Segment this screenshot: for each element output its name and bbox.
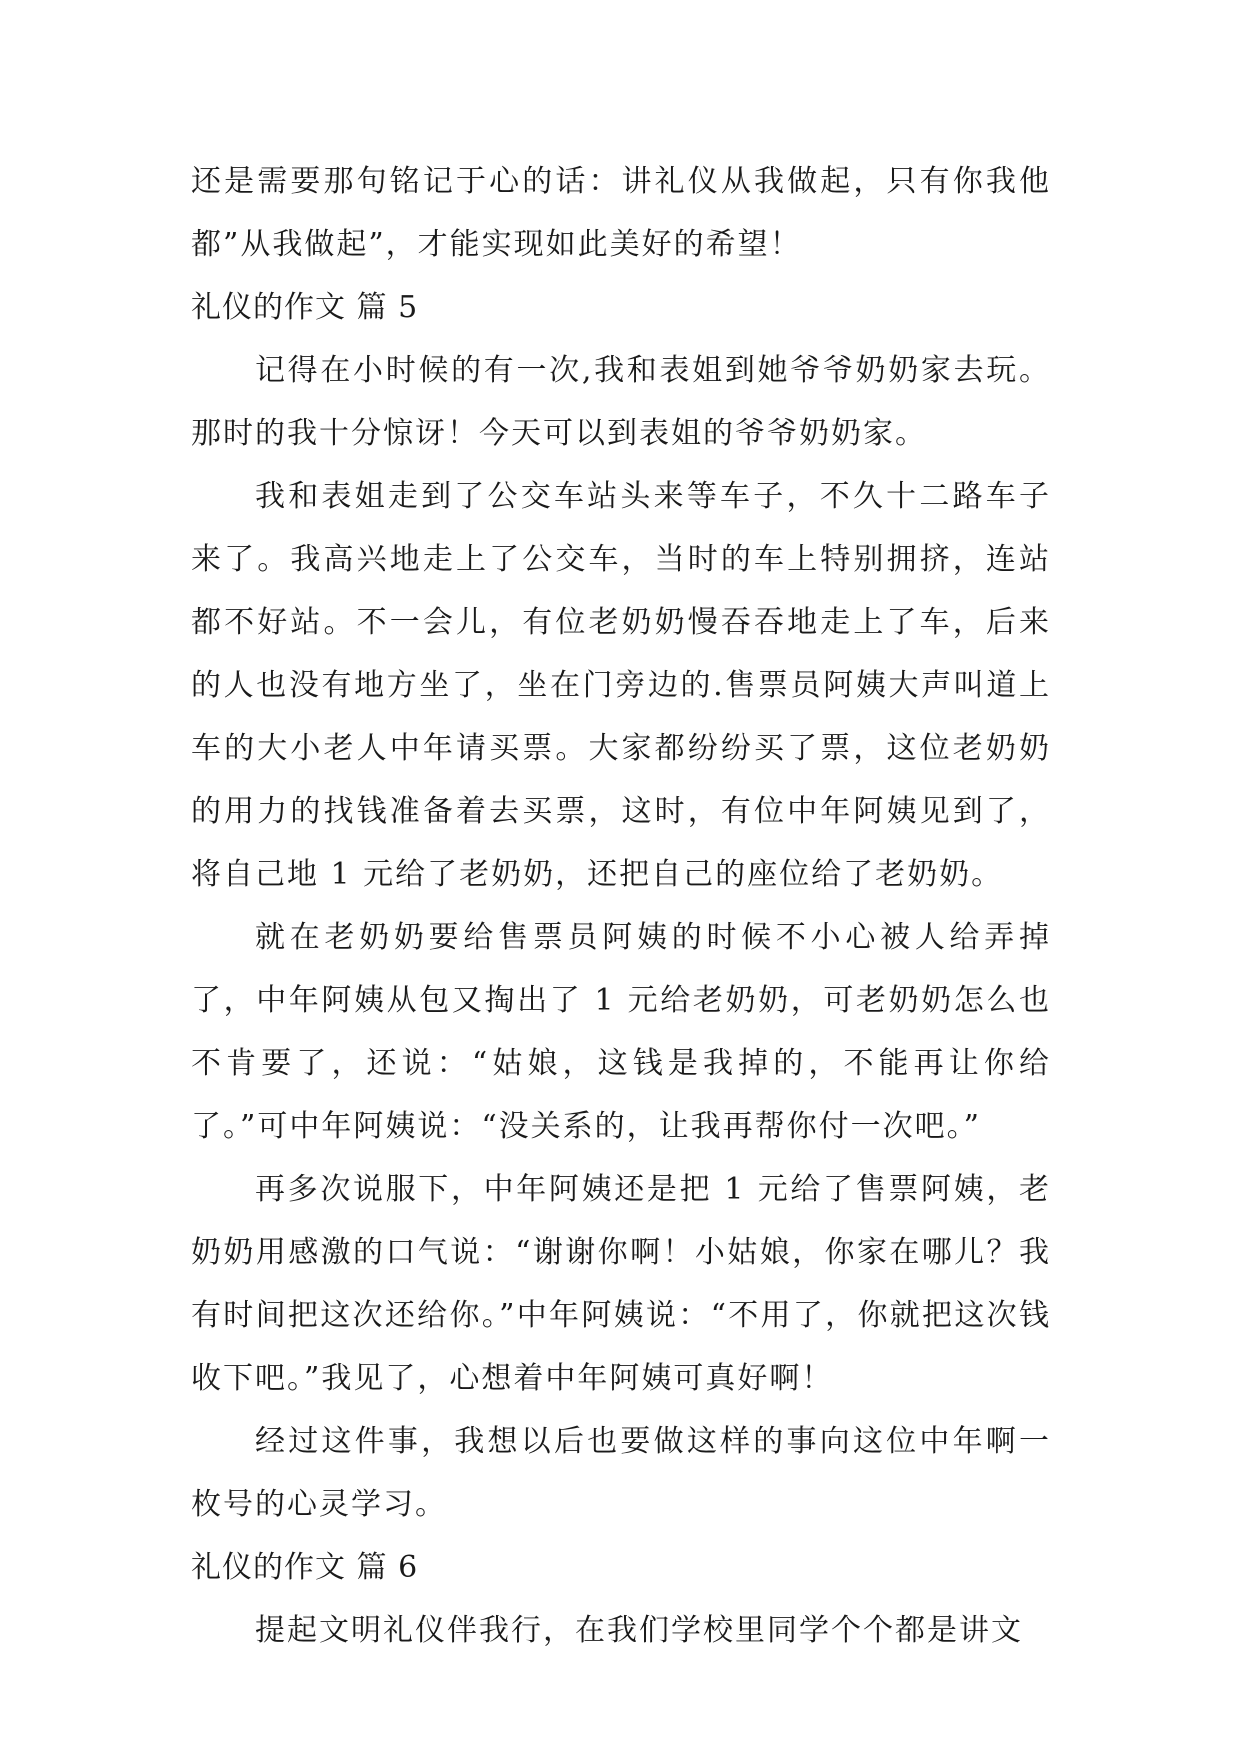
paragraph: 再多次说服下，中年阿姨还是把 1 元给了售票阿姨，老奶奶用感激的口气说：“谢谢你啊！小姑娘，你家在哪儿？我有时间把这次还给你。”中年阿姨说：“不用了，你就把这次钱收下吧。”我见了，心想着中年阿姨可真好啊！ — [191, 1172, 1051, 1396]
paragraph: 记得在小时候的有一次,我和表姐到她爷爷奶奶家去玩。那时的我十分惊讶！今天可以到表姐的爷爷奶奶家。 — [191, 353, 1051, 451]
paragraph: 就在老奶奶要给售票员阿姨的时候不小心被人给弄掉了，中年阿姨从包又掏出了 1 元给老奶奶，可老奶奶怎么也不肯要了，还说：“姑娘，这钱是我掉的，不能再让你给了。”可中年阿姨说：“没关系的，让我再帮你付一次吧。” — [191, 920, 1051, 1144]
document-body — [191, 150, 1051, 1662]
paragraph: 提起文明礼仪伴我行，在我们学校里同学个个都是讲文 — [255, 1613, 1023, 1648]
section-heading-5: 礼仪的作文 篇 5 — [191, 290, 419, 325]
paragraph: 经过这件事，我想以后也要做这样的事向这位中年啊一枚号的心灵学习。 — [191, 1424, 1051, 1522]
paragraph-continuation: 还是需要那句铭记于心的话：讲礼仪从我做起，只有你我他都”从我做起”，才能实现如此美好的希望！ — [191, 164, 1051, 262]
section-heading-6: 礼仪的作文 篇 6 — [191, 1550, 419, 1585]
paragraph: 我和表姐走到了公交车站头来等车子，不久十二路车子来了。我高兴地走上了公交车，当时的车上特别拥挤，连站都不好站。不一会儿，有位老奶奶慢吞吞地走上了车，后来的人也没有地方坐了，坐在门旁边的.售票员阿姨大声叫道上车的大小老人中年请买票。大家都纷纷买了票，这位老奶奶的用力的找钱准备着去买票，这时，有位中年阿姨见到了，将自己地 1 元给了老奶奶，还把自己的座位给了老奶奶。 — [191, 479, 1051, 892]
